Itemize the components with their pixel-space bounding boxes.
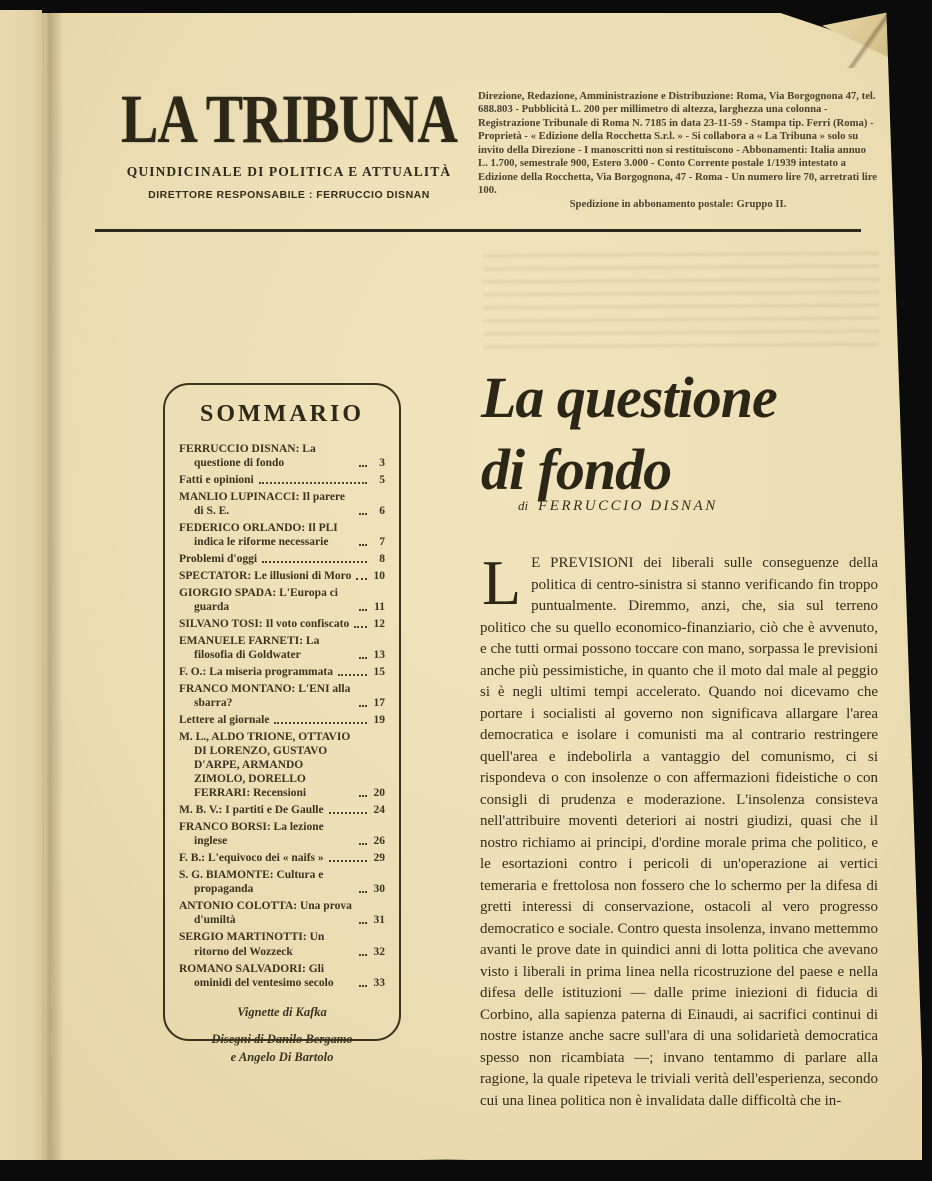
toc-label: SPECTATOR: Le illusioni di Moro — [179, 570, 352, 583]
toc-entry — [179, 962, 385, 990]
byline-prefix: di — [518, 498, 529, 513]
toc-page-number: 33 — [373, 976, 385, 989]
article-title — [481, 362, 881, 506]
toc-entry — [179, 490, 385, 518]
toc-dots — [329, 812, 367, 814]
toc-entry — [179, 899, 385, 927]
toc-entry — [179, 868, 385, 896]
toc-entry — [179, 803, 385, 817]
toc-notes — [179, 1003, 385, 1066]
toc-label: M. L., ALDO TRIONE, OTTAVIO DI LORENZO, GUSTAVO D'ARPE, ARMANDO ZIMOLO, DORELLO FERRARI: Recensioni — [179, 731, 351, 800]
toc-page-number: 12 — [373, 618, 385, 631]
toc-label: FRANCO MONTANO: L'ENI alla sbarra? — [179, 683, 351, 710]
toc-page-number: 26 — [373, 835, 385, 848]
toc-label: EMANUELE FARNETI: La filosofia di Goldwater — [179, 635, 320, 662]
toc-label: S. G. BIAMONTE: Cultura e propaganda — [179, 869, 324, 896]
toc-entry — [179, 552, 385, 566]
toc-entry — [179, 442, 385, 470]
toc-dots — [356, 578, 367, 580]
director-line: DIRETTORE RESPONSABILE : FERRUCCIO DISNAN — [148, 189, 430, 201]
table-of-contents — [179, 442, 385, 990]
toc-page-number: 7 — [379, 536, 385, 549]
toc-page-number: 30 — [373, 883, 385, 896]
toc-page-number: 6 — [379, 505, 385, 518]
toc-entry — [179, 617, 385, 631]
toc-label: FERRUCCIO DISNAN: La questione di fondo — [179, 443, 316, 470]
toc-dots — [359, 513, 367, 515]
toc-label: FRANCO BORSI: La lezione inglese — [179, 821, 324, 848]
toc-page-number: 19 — [373, 714, 385, 727]
toc-label: FEDERICO ORLANDO: Il PLI indica le riforme necessarie — [179, 522, 338, 549]
masthead — [100, 82, 478, 201]
toc-dots — [359, 609, 367, 611]
magazine-page — [0, 10, 922, 1160]
toc-dots — [359, 843, 367, 845]
toc-entry — [179, 820, 385, 848]
toc-page-number: 15 — [373, 666, 385, 679]
toc-dots — [359, 465, 367, 467]
sommario-box — [163, 383, 401, 1064]
toc-label: SERGIO MARTINOTTI: Un ritorno del Wozzeck — [179, 931, 325, 958]
toc-label: SILVANO TOSI: Il voto confiscato — [179, 618, 350, 631]
toc-page-number: 8 — [379, 553, 385, 566]
toc-label: GIORGIO SPADA: L'Europa ci guarda — [179, 587, 338, 614]
toc-dots — [359, 985, 367, 987]
toc-entry — [179, 682, 385, 710]
gutter-shadow — [42, 10, 64, 1160]
imprint-block — [478, 90, 878, 211]
toc-dots — [359, 657, 367, 659]
toc-entry — [179, 569, 385, 583]
magazine-title: LA TRIBUNA — [121, 82, 457, 158]
toc-note-vignette: Vignette di Kafka — [237, 1004, 327, 1019]
toc-entry — [179, 665, 385, 679]
toc-dots — [329, 860, 367, 862]
bleed-through-smudge — [483, 252, 880, 357]
imprint-last-line: Spedizione in abbonamento postale: Gruppo II. — [569, 197, 787, 210]
toc-page-number: 13 — [373, 649, 385, 662]
toc-entry — [179, 713, 385, 727]
toc-entry — [179, 473, 385, 487]
toc-dots — [274, 722, 367, 724]
drop-cap: L — [482, 547, 522, 618]
toc-entry — [179, 586, 385, 614]
toc-note-disegni: Disegni di Danilo Bergamo — [211, 1031, 353, 1046]
toc-dots — [359, 544, 367, 546]
toc-page-number: 5 — [379, 474, 385, 487]
article-byline — [518, 497, 718, 515]
toc-page-number: 20 — [373, 787, 385, 800]
toc-dots — [359, 705, 367, 707]
article-body — [480, 547, 878, 1112]
toc-entry — [179, 634, 385, 662]
toc-page-number: 24 — [373, 804, 385, 817]
toc-label: F. O.: La miseria programmata — [179, 666, 333, 679]
toc-entry — [179, 851, 385, 865]
toc-page-number: 29 — [373, 852, 385, 865]
toc-entry — [179, 521, 385, 549]
sommario-title: SOMMARIO — [200, 401, 364, 427]
page-stack-edge — [0, 10, 44, 1160]
toc-dots — [259, 482, 367, 484]
toc-label: Problemi d'oggi — [179, 553, 258, 566]
toc-label: Lettere al giornale — [179, 714, 270, 727]
toc-dots — [354, 626, 367, 628]
toc-label: F. B.: L'equivoco dei « naifs » — [179, 852, 324, 865]
toc-label: ROMANO SALVADORI: Gli ominidi del ventesimo secolo — [179, 962, 334, 989]
magazine-subtitle: QUINDICINALE DI POLITICA E ATTUALITÀ — [126, 164, 452, 179]
toc-page-number: 31 — [373, 914, 385, 927]
toc-label: M. B. V.: I partiti e De Gaulle — [179, 804, 324, 817]
toc-note-disegni-2: e Angelo Di Bartolo — [230, 1049, 334, 1064]
imprint-text: Direzione, Redazione, Amministrazione e Distribuzione: Roma, Via Borgognona 47, tel. 688.803 - Pubblicità L. 200 per millimetro di altezza, larghezza una colonna - Registrazione Tribunale di Roma N. 7185 in data 23-11-59 - Stampa tip. Ferri (Roma) - Proprietà - « Edizione della Rocchetta S.r.l. » - Si collabora a « La Tribuna » solo su invito della Direzione - I manoscritti non si restituiscono - Abbonamenti: Italia annuo L. 1.700, semestrale 900, Estero 3.000 - Conto Corrente postale 1/1939 intestato a Edizione della Rocchetta, Via Borgognona, 47 - Roma - Un numero lire 70, arretrati lire 100. — [478, 90, 878, 197]
article-title-line-2: di fondo — [481, 436, 672, 502]
toc-page-number: 11 — [374, 601, 385, 614]
article-body-text: E PREVISIONI dei liberali sulle conseguenze della politica di centro-sinistra si stanno verificando fin troppo puntualmente. Diremmo, anzi, che, sia sul terreno politico che su quello economico-finanziario, ciò che è avvenuto, e che tutti ormai possono toccare con mano, sorpassa le previsioni anche più pessimistiche, in quanto che il moto dal male al peggio si è negli ultimi tempi accelerato. Quando noi dicevamo che portare i socialisti al governo non significava allargare l'area democratica e isolare i comunisti ma al contrario restringere quell'area e indebolirla a vantaggio del comunismo, ci si rispondeva o con insolenze o con affermazioni fideistiche o con consigli di prudenza e moderazione. L'insolenza consisteva nell'attribuire moventi deteriori ai nostri giudizi, quasi che il nostro richiamo ai principi, d'ordine morale prima che politico, e le esortazioni contro i pericoli di un'operazione ai vertici temeraria e frettolosa non fossero che lo schermo per la difesa di gretti interessi di conservazione, ostacoli al vero progresso democratico e sociale. Contro questa insolenza, invano mettemmo avanti le prove date in quindici anni di lotta politica che avevano visto i liberali in prima linea nella ricostruzione del paese e nella difesa delle istituzioni — dalle prime iniezioni di fiducia di Corbino, alla sapienza paterna di Einaudi, ai sacrifici continui di nostre istanze anche sacre sull'ara di una solidarietà democratica spesso non ricambiata —; invano tentammo di parlare alla ragione, la quale ripeteva le triviali verità dell'esperienza, secondo cui una linea politica non è invalidata dalle difficoltà che in- — [480, 555, 878, 1109]
toc-label: Fatti e opinioni — [179, 474, 254, 487]
byline-author: FERRUCCIO DISNAN — [538, 498, 718, 514]
toc-dots — [338, 674, 367, 676]
toc-label: ANTONIO COLOTTA: Una prova d'umiltà — [179, 900, 352, 927]
toc-dots — [359, 954, 367, 956]
toc-page-number: 17 — [373, 697, 385, 710]
toc-page-number: 3 — [379, 457, 385, 470]
toc-page-number: 32 — [373, 945, 385, 958]
toc-dots — [359, 891, 367, 893]
toc-page-number: 10 — [373, 570, 385, 583]
toc-label: MANLIO LUPINACCI: Il parere di S. E. — [179, 491, 345, 518]
toc-dots — [262, 561, 367, 563]
toc-entry — [179, 930, 385, 958]
toc-dots — [359, 795, 367, 797]
toc-entry — [179, 730, 385, 800]
toc-dots — [359, 922, 367, 924]
header-divider-rule — [95, 229, 861, 232]
article-title-line-1: La questione — [481, 365, 777, 430]
scan-border-top — [42, 0, 790, 13]
